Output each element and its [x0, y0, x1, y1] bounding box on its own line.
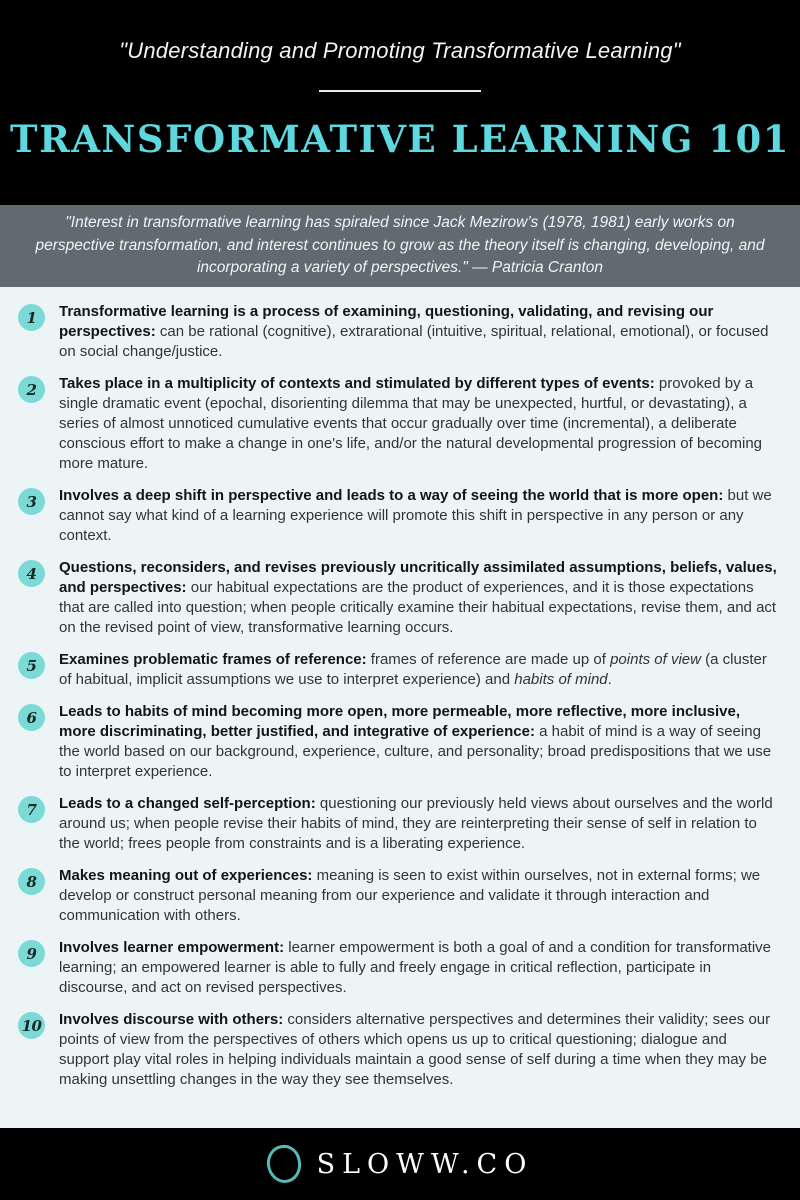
intro-quote-text: "Interest in transformative learning has spiraled since Jack Mezirow’s (1978, 1981) early works on perspective transformation, and interest continues to grow as the theory itself is changing, developing, and incorporating a variety of perspectives." — Patricia Cranton: [35, 214, 765, 277]
list-item: [18, 558, 780, 638]
list-item: [18, 938, 780, 998]
header: [0, 0, 800, 205]
item-number-badge: 10: [18, 1012, 45, 1039]
item-text: [59, 486, 780, 546]
item-body-text: learner empowerment is both a goal of and a condition for transformative learning; an empowered learner is able to fully and freely engage in critical reflection, participate in discourse, and act on revised perspectives.: [59, 939, 772, 996]
item-body-text: meaning is seen to exist within ourselves, not in external forms; we develop or construct personal meaning from our experience and validate it through interaction and communication with others.: [59, 867, 761, 924]
item-text: [59, 302, 780, 362]
item-body-text: questioning our previously held views about ourselves and the world around us; when people revise their habits of mind, they are reinterpreting their sense of self in relation to the world; frees people from constraints and is a liberating experience.: [59, 795, 773, 852]
item-text: [59, 650, 780, 690]
item-body-text: can be rational (cognitive), extrarational (intuitive, spiritual, relational, emotional), or focused on social change/justice.: [59, 323, 769, 360]
item-body-text: considers alternative perspectives and determines their validity; sees our points of view from the perspectives of others which opens us up to critical questioning; dialogue and support play vital roles in helping individuals maintain a good sense of self during a time when they may be making unsettling changes in the way they see themselves.: [59, 1011, 771, 1088]
item-number-badge: 5: [18, 652, 45, 679]
list-item: [18, 302, 780, 362]
list-item: [18, 702, 780, 782]
item-text: [59, 1010, 780, 1090]
item-lead: Makes meaning out of experiences:: [59, 867, 313, 884]
list-item: [18, 486, 780, 546]
list-item: [18, 794, 780, 854]
item-lead: Leads to a changed self-perception:: [59, 795, 316, 812]
item-body-text: but we cannot say what kind of a learning experience will promote this shift in perspective in any person or any context.: [59, 487, 772, 544]
item-body-text: provoked by a single dramatic event (epochal, disorienting dilemma that may be unexpected, hurtful, or devastating), a series of almost unnoticed cumulative events that occur gradually over time (incremental), a deliberate conscious effort to make a change in one's life, and/or the natural developmental progression of becoming more mature.: [59, 375, 763, 472]
item-lead: Leads to habits of mind becoming more open, more permeable, more reflective, more inclusive, more discriminating, better justified, and integrative of experience:: [59, 703, 741, 740]
sloww-logo-circle-icon: [264, 1143, 303, 1185]
item-number-badge: 9: [18, 940, 45, 967]
item-lead: Questions, reconsiders, and revises previously uncritically assimilated assumptions, beliefs, values, and perspectives:: [59, 559, 777, 596]
item-text: [59, 558, 780, 638]
list-item: [18, 650, 780, 690]
item-text: [59, 938, 780, 998]
item-lead: Involves learner empowerment:: [59, 939, 285, 956]
divider-line: [319, 90, 481, 92]
brand-name: SLOWW.CO: [316, 1148, 534, 1180]
page-title: TRANSFORMATIVE LEARNING 101: [10, 117, 790, 161]
item-number-badge: 3: [18, 488, 45, 515]
item-text: [59, 374, 780, 474]
item-text: [59, 866, 780, 926]
item-number-badge: 8: [18, 868, 45, 895]
item-number-badge: 7: [18, 796, 45, 823]
item-number-badge: 1: [18, 304, 45, 331]
list-item: [18, 866, 780, 926]
item-text: [59, 702, 780, 782]
item-number-badge: 4: [18, 560, 45, 587]
header-quote: "Understanding and Promoting Transformative Learning": [119, 38, 681, 63]
item-lead: Transformative learning is a process of examining, questioning, validating, and revising our perspectives:: [59, 303, 714, 340]
item-number-badge: 2: [18, 376, 45, 403]
item-number-badge: 6: [18, 704, 45, 731]
list-item: [18, 374, 780, 474]
item-body-italic: habits of mind: [514, 671, 608, 688]
item-lead: Involves a deep shift in perspective and leads to a way of seeing the world that is more open:: [59, 487, 724, 504]
principles-list: [0, 287, 800, 1128]
item-text: [59, 794, 780, 854]
item-body-italic: points of view: [610, 651, 701, 668]
footer: [0, 1128, 800, 1200]
item-lead: Takes place in a multiplicity of contexts and stimulated by different types of events:: [59, 375, 655, 392]
item-body-text: frames of reference are made up of: [366, 651, 611, 668]
intro-quote-band: [0, 205, 800, 287]
item-lead: Examines problematic frames of reference:: [59, 651, 367, 668]
item-body-text: (a cluster of habitual, implicit assumptions we use to interpret experience) and: [59, 651, 767, 688]
item-body-text: our habitual expectations are the product of experiences, and it is those expectations that are called into question; when people critically examine their habitual expectations, revise them, and act on the revised point of view, transformative learning occurs.: [59, 579, 777, 636]
item-lead: Involves discourse with others:: [59, 1011, 284, 1028]
list-item: [18, 1010, 780, 1090]
item-body-text: a habit of mind is a way of seeing the world based on our background, experience, culture, and personality; broad predispositions that we use to interpret experience.: [59, 723, 772, 780]
item-body-text: .: [607, 671, 612, 688]
